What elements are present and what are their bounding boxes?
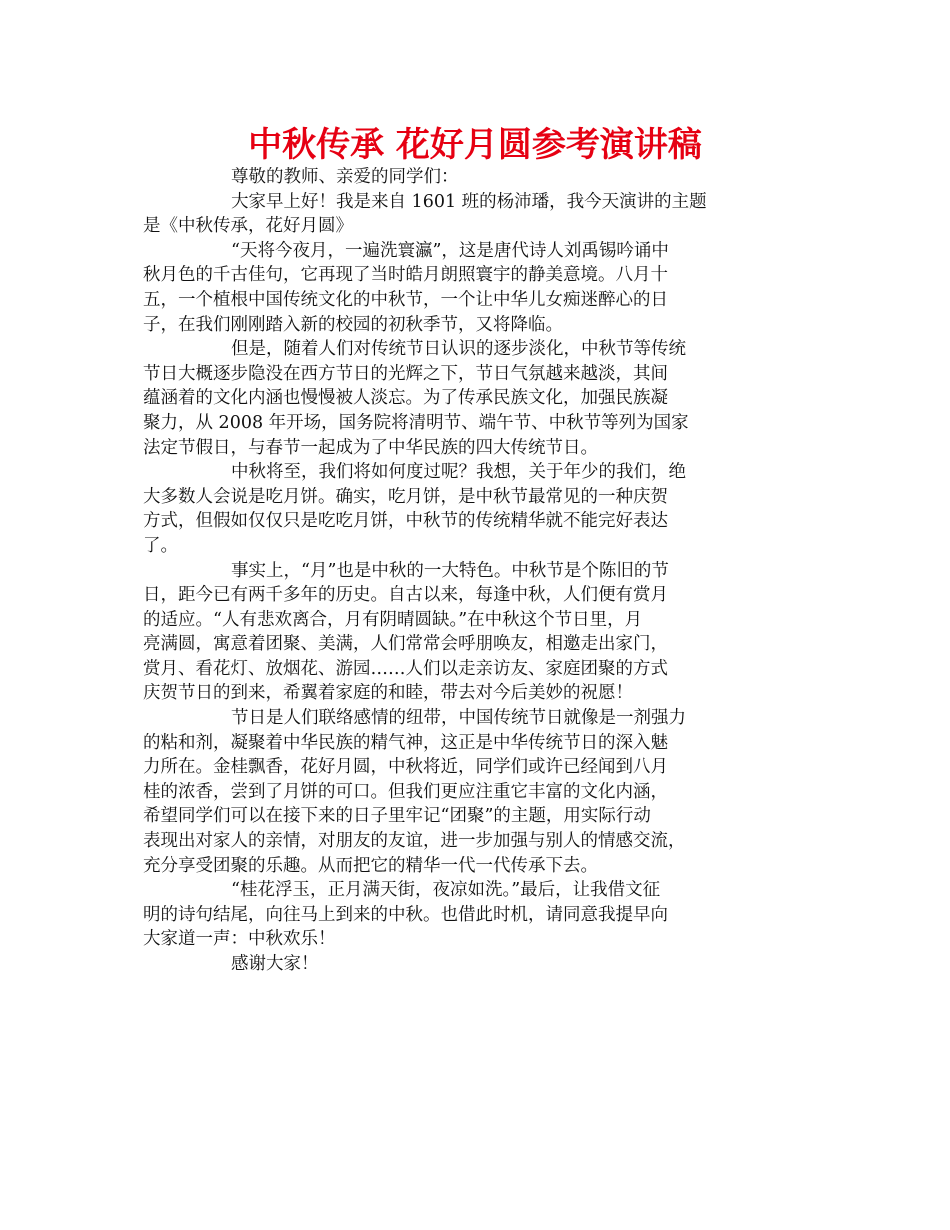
text-line: 大家道一声：中秋欢乐！ bbox=[143, 929, 336, 950]
text-line: 感谢大家！ bbox=[231, 954, 319, 974]
text-line: 亮满圆，寓意着团聚、美满，人们常常会呼朋唤友，相邀走出家门， bbox=[143, 634, 668, 655]
text-line: 但是，随着人们对传统节日认识的逐步淡化，中秋节等传统 bbox=[231, 339, 686, 360]
text-line: 秋月色的千古佳句，它再现了当时皓月朗照寰宇的静美意境。八月十 bbox=[143, 265, 668, 286]
text-line: 庆贺节日的到来，希翼着家庭的和睦，带去对今后美妙的祝愿！ bbox=[143, 683, 633, 704]
text-line: 大多数人会说是吃月饼。确实，吃月饼，是中秋节最常见的一种庆贺 bbox=[143, 486, 668, 507]
text-line: 了。 bbox=[143, 535, 178, 556]
text-line: “天将今夜月，一遍洗寰瀛”，这是唐代诗人刘禹锡吟诵中 bbox=[231, 240, 669, 261]
text-line: 法定节假日，与春节一起成为了中华民族的四大传统节日。 bbox=[143, 437, 598, 458]
document-title: 中秋传承 花好月圆参考演讲稿 bbox=[248, 125, 702, 165]
text-line: 明的诗句结尾，向往马上到来的中秋。也借此时机，请同意我提早向 bbox=[143, 904, 668, 925]
text-line: 大家早上好！我是来自 1601 班的杨沛璠，我今天演讲的主题 bbox=[231, 191, 707, 212]
text-line: 表现出对家人的亲情，对朋友的友谊，进一步加强与别人的情感交流， bbox=[143, 831, 686, 852]
text-line: 希望同学们可以在接下来的日子里牢记“团聚”的主题，用实际行动 bbox=[143, 806, 651, 827]
text-line: 事实上，“月”也是中秋的一大特色。中秋节是个陈旧的节 bbox=[231, 560, 669, 581]
text-line: 中秋将至，我们将如何度过呢？我想，关于年少的我们，绝 bbox=[231, 462, 686, 483]
text-line: 五，一个植根中国传统文化的中秋节，一个让中华儿女痴迷醉心的日 bbox=[143, 289, 668, 310]
text-line: 日，距今已有两千多年的历史。自古以来，每逢中秋，人们便有赏月 bbox=[143, 585, 668, 606]
speech-body bbox=[143, 165, 823, 977]
text-line: 聚力，从 2008 年开场，国务院将清明节、端午节、中秋节等列为国家 bbox=[143, 412, 689, 433]
text-line: 方式，但假如仅仅只是吃吃月饼，中秋节的传统精华就不能完好表达 bbox=[143, 511, 668, 532]
text-line: 桂的浓香，尝到了月饼的可口。但我们更应注重它丰富的文化内涵， bbox=[143, 781, 668, 802]
text-line: 力所在。金桂飘香，花好月圆，中秋将近，同学们或许已经闻到八月 bbox=[143, 757, 668, 778]
text-line: 充分享受团聚的乐趣。从而把它的精华一代一代传承下去。 bbox=[143, 855, 598, 876]
text-line: “桂花浮玉，正月满天街，夜凉如洗。”最后，让我借文征 bbox=[231, 880, 661, 901]
text-line: 尊敬的教师、亲爱的同学们： bbox=[231, 167, 459, 187]
text-line: 赏月、看花灯、放烟花、游园……人们以走亲访友、家庭团聚的方式 bbox=[143, 658, 668, 679]
text-line: 节日是人们联络感情的纽带，中国传统节日就像是一剂强力 bbox=[231, 708, 686, 729]
text-line: 的适应。“人有悲欢离合，月有阴晴圆缺。”在中秋这个节日里，月 bbox=[143, 609, 643, 630]
text-line: 的粘和剂，凝聚着中华民族的精气神，这正是中华传统节日的深入魅 bbox=[143, 732, 668, 753]
text-line: 蕴涵着的文化内涵也慢慢被人淡忘。为了传承民族文化，加强民族凝 bbox=[143, 388, 668, 409]
text-line: 是《中秋传承，花好月圆》 bbox=[143, 216, 353, 237]
text-line: 子，在我们刚刚踏入新的校园的初秋季节，又将降临。 bbox=[143, 314, 563, 335]
text-line: 节日大概逐步隐没在西方节日的光辉之下，节日气氛越来越淡，其间 bbox=[143, 363, 668, 384]
